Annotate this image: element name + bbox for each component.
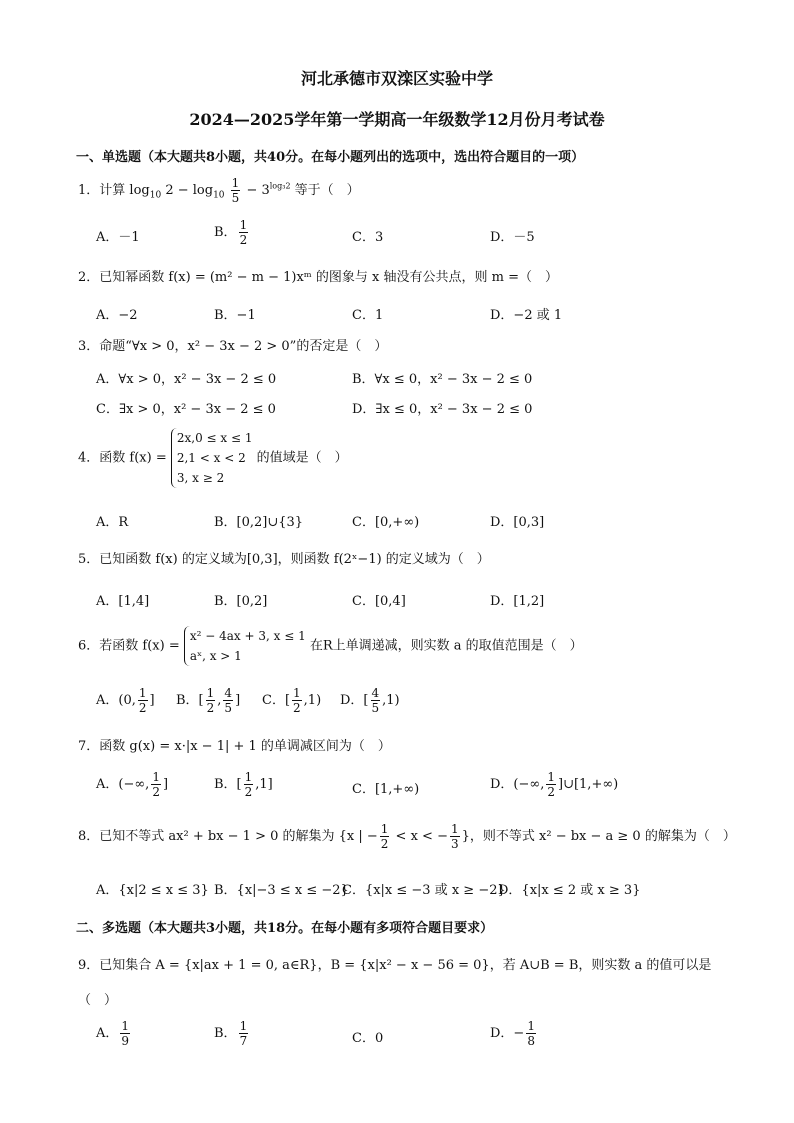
q6-a-frac: [138, 686, 148, 715]
q4-case-3: 3, x ≥ 2: [176, 471, 225, 485]
q6-b-mid: ,: [217, 693, 222, 708]
q5-option-c[interactable]: C．[0,4]: [352, 594, 406, 609]
q1-fraction: [231, 176, 241, 205]
q8-d1: 2: [380, 837, 389, 851]
q9-a-den: 9: [121, 1034, 130, 1048]
q2-option-c[interactable]: C．1: [352, 308, 384, 323]
q8-option-a[interactable]: A．{x|2 ≤ x ≤ 3}: [96, 883, 209, 898]
q7-d-pre: D．(−∞,: [490, 777, 545, 792]
question-9-continuation: （ ）: [78, 993, 118, 1008]
q7-b-den: 2: [244, 785, 253, 799]
question-9: 9．已知集合 A = {x|ax + 1 = 0, a∈R}，B = {x|x² − x − 56 = 0}，若 A∪B = B，则实数 a 的值可以是: [78, 958, 712, 973]
q6-option-a[interactable]: [96, 686, 155, 715]
q9-d-den: 8: [527, 1034, 535, 1048]
q6-c-frac: [292, 686, 302, 715]
q6-case-1: x² − 4ax + 3, x ≤ 1: [189, 629, 306, 643]
q6-a-num: 1: [138, 686, 147, 700]
q6-c-den: 2: [293, 701, 301, 715]
q6-a-den: 2: [138, 701, 147, 715]
q7-d-den: 2: [547, 785, 555, 799]
q9-a-num: 1: [121, 1019, 130, 1033]
q3-option-d[interactable]: D．∃x ≤ 0，x² − 3x − 2 ≤ 0: [352, 402, 533, 417]
q7-b-num: 1: [244, 770, 253, 784]
q3-option-b[interactable]: B．∀x ≤ 0，x² − 3x − 2 ≤ 0: [352, 372, 533, 387]
q6-b-pre: B．[: [176, 693, 204, 708]
question-4: [78, 428, 348, 488]
q7-d-post: ]∪[1,+∞): [558, 777, 619, 792]
q7-a-den: 2: [152, 785, 160, 799]
q8-option-b[interactable]: B．{x|−3 ≤ x ≤ −2}: [214, 883, 349, 898]
q7-option-d[interactable]: [490, 770, 618, 799]
q3-option-c[interactable]: C．∃x > 0，x² − 3x − 2 ≤ 0: [96, 402, 276, 417]
question-1: [78, 176, 360, 205]
q1-log-b: 2 − log: [165, 183, 214, 198]
q7-option-c[interactable]: C．[1,+∞): [352, 782, 420, 797]
section-multi-choice-heading: 二、多选题（本大题共3小题，共18分。在每小题有多项符合题目要求）: [76, 921, 494, 936]
q9-option-d[interactable]: [490, 1019, 538, 1048]
q2-option-a[interactable]: A．−2: [96, 308, 138, 323]
q6-a-pre: A．(0,: [96, 693, 136, 708]
q6-option-b[interactable]: [176, 686, 240, 715]
q6-stem-post: 在R上单调递减，则实数 a 的取值范围是（ ）: [309, 638, 583, 654]
q6-a-post: ]: [149, 693, 155, 708]
q3-option-a[interactable]: A．∀x > 0，x² − 3x − 2 ≤ 0: [96, 372, 277, 387]
q6-b-frac-1: [206, 686, 216, 715]
q1-option-b-den: 2: [239, 233, 248, 247]
q7-b-frac: [244, 770, 254, 799]
q8-n2: 1: [450, 822, 459, 836]
q6-b-post: ]: [235, 693, 241, 708]
q6-d-frac: [371, 686, 381, 715]
q7-d-frac: [546, 770, 556, 799]
q6-b-num1: 1: [206, 686, 215, 700]
q1-option-c[interactable]: C．3: [352, 230, 384, 245]
question-6: [78, 626, 583, 666]
q9-d-frac: [526, 1019, 536, 1048]
q4-case-2: 2,1 < x < 2: [176, 451, 246, 465]
q1-stem-pre: 1．计算: [78, 183, 126, 198]
q4-option-b[interactable]: B．[0,2]∪{3}: [214, 515, 304, 530]
q9-b-pre: B．: [214, 1026, 237, 1041]
q9-option-a[interactable]: [96, 1019, 132, 1048]
q7-b-pre: B．[: [214, 777, 242, 792]
q9-a-frac: [120, 1019, 130, 1048]
q6-piecewise: [184, 626, 306, 666]
q6-d-num: 4: [371, 686, 380, 700]
q6-c-post: ,1): [303, 693, 322, 708]
q9-a-pre: A．: [96, 1026, 119, 1041]
question-2: 2．已知幂函数 f(x) = (m² − m − 1)xᵐ 的图象与 x 轴没有公共点，则 m =（ ）: [78, 270, 558, 285]
section-single-choice-heading: 一、单选题（本大题共8小题，共40分。在每小题列出的选项中，选出符合题目的一项）: [76, 150, 585, 165]
q4-stem-post: 的值域是（ ）: [256, 450, 348, 466]
q9-d-pre: D．−: [490, 1026, 525, 1041]
q6-d-den: 5: [371, 701, 380, 715]
q4-stem-pre: 4．函数 f(x) =: [78, 450, 167, 466]
q5-option-d[interactable]: D．[1,2]: [490, 594, 545, 609]
q1-option-b-fraction: [239, 218, 249, 247]
q6-b-den2: 5: [224, 701, 233, 715]
q1-log-b-base: 10: [213, 190, 225, 201]
q8-frac-2: [450, 822, 460, 851]
q7-a-pre: A．(−∞,: [96, 777, 150, 792]
q5-option-b[interactable]: B．[0,2]: [214, 594, 268, 609]
q7-a-frac: [151, 770, 161, 799]
q4-option-a[interactable]: A．R: [96, 515, 129, 530]
q1-stem-post: 等于（ ）: [294, 183, 360, 198]
q8-d2: 3: [450, 837, 459, 851]
q1-expression: [129, 176, 294, 205]
q8-option-d[interactable]: D．{x|x ≤ 2 或 x ≥ 3}: [498, 883, 641, 898]
q6-option-d[interactable]: [340, 686, 400, 715]
q9-b-num: 1: [239, 1019, 248, 1033]
q6-d-post: ,1): [382, 693, 400, 708]
q9-d-num: 1: [527, 1019, 535, 1033]
q6-c-num: 1: [293, 686, 301, 700]
q1-option-b-num: 1: [239, 218, 248, 232]
question-5: 5．已知函数 f(x) 的定义域为[0,3]，则函数 f(2ˣ−1) 的定义域为（ ）: [78, 552, 490, 567]
q7-d-num: 1: [547, 770, 555, 784]
question-7: 7．函数 g(x) = x·|x − 1| + 1 的单调减区间为（ ）: [78, 739, 391, 754]
q1-option-a[interactable]: A．－1: [96, 230, 140, 245]
q6-option-c[interactable]: [262, 686, 321, 715]
school-title: 河北承德市双滦区实验中学: [300, 69, 493, 88]
question-8: [78, 822, 736, 851]
q8-mid: < x < −: [391, 829, 448, 844]
q1-frac-num: 1: [231, 176, 240, 190]
q7-a-post: ]: [162, 777, 169, 792]
q9-option-c[interactable]: C．0: [352, 1031, 384, 1046]
q6-b-den1: 2: [206, 701, 215, 715]
q6-d-pre: D．[: [340, 693, 369, 708]
question-3: 3．命题“∀x > 0，x² − 3x − 2 > 0”的否定是（ ）: [78, 339, 388, 354]
q4-option-d[interactable]: D．[0,3]: [490, 515, 545, 530]
q7-a-num: 1: [152, 770, 160, 784]
exam-title: 2024—2025学年第一学期高一年级数学12月份月考试卷: [189, 110, 605, 129]
q8-n1: 1: [380, 822, 389, 836]
q7-option-a[interactable]: [96, 770, 168, 799]
q2-option-b[interactable]: B．−1: [214, 308, 256, 323]
q8-option-c[interactable]: C．{x|x ≤ −3 或 x ≥ −2}: [342, 883, 506, 898]
q1-power-base: − 3: [246, 183, 270, 198]
q6-b-frac-2: [223, 686, 233, 715]
q9-b-frac: [239, 1019, 249, 1048]
q8-frac-1: [380, 822, 390, 851]
q9-b-den: 7: [239, 1034, 248, 1048]
q1-option-d[interactable]: D．－5: [490, 230, 535, 245]
q9-option-b[interactable]: [214, 1019, 250, 1048]
q4-piecewise: [171, 428, 253, 488]
q7-option-b[interactable]: [214, 770, 273, 799]
q1-power-exp: log₃2: [269, 181, 291, 191]
q2-option-d[interactable]: D．−2 或 1: [490, 308, 563, 323]
q6-c-pre: C．[: [262, 693, 291, 708]
q7-b-post: ,1]: [255, 777, 273, 792]
q1-option-b-label: B．: [214, 225, 237, 240]
q6-stem-pre: 6．若函数 f(x) =: [78, 638, 180, 654]
q1-log-a: log: [129, 183, 150, 198]
q1-option-b[interactable]: [214, 218, 250, 247]
q6-b-num2: 4: [224, 686, 233, 700]
q1-frac-den: 5: [231, 191, 240, 205]
q8-stem-pre: 8．已知不等式 ax² + bx − 1 > 0 的解集为 {x | −: [78, 829, 378, 844]
q1-log-a-base: 10: [149, 190, 162, 201]
q5-option-a[interactable]: A．[1,4]: [96, 594, 150, 609]
q6-case-2: aˣ, x > 1: [189, 649, 242, 663]
q4-option-c[interactable]: C．[0,+∞): [352, 515, 420, 530]
q8-stem-post: }，则不等式 x² − bx − a ≥ 0 的解集为（ ）: [461, 829, 736, 844]
q4-case-1: 2x,0 ≤ x ≤ 1: [176, 431, 253, 445]
